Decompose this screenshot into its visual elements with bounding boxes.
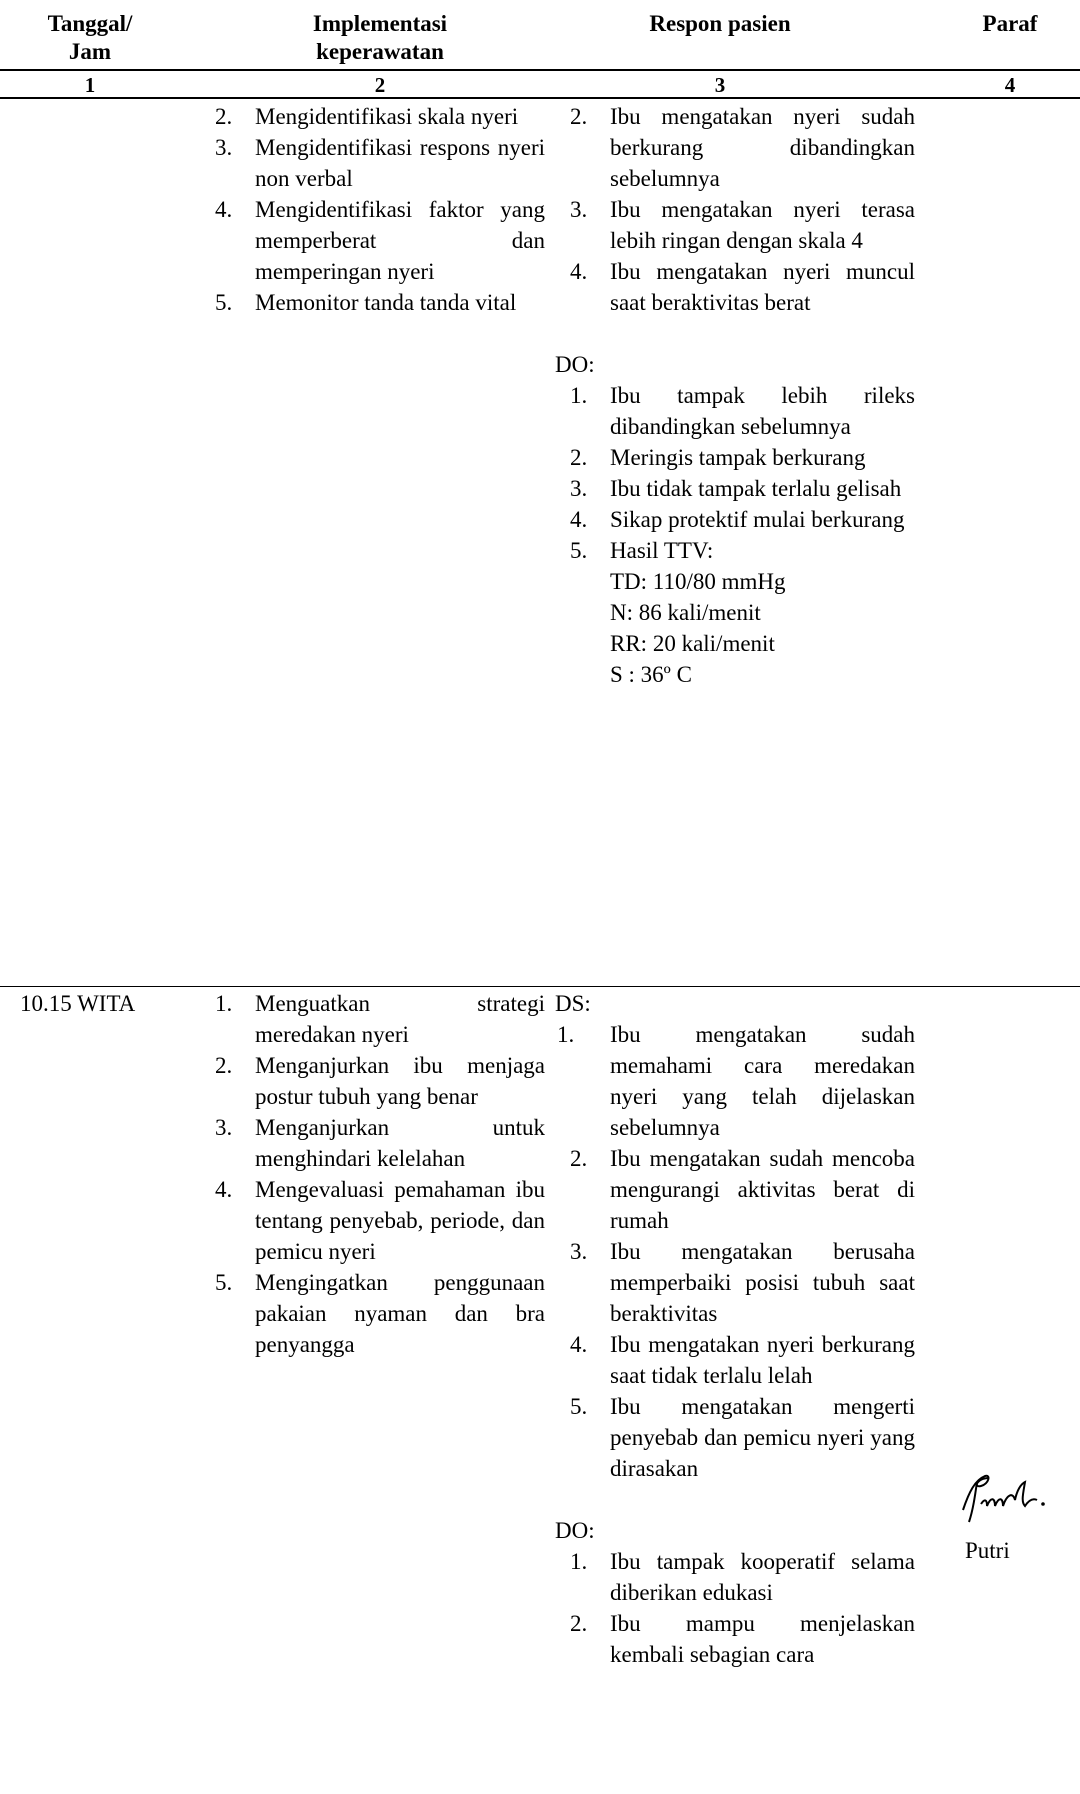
item-text: Mengingatkan penggunaan pakaian nyaman dan bra penyangga [255, 1270, 545, 1357]
column-number-3: 3 [714, 73, 726, 97]
list-item [570, 504, 915, 535]
row2-response-list [555, 988, 915, 1670]
item-text: Menguatkan strategi meredakan nyeri [255, 991, 545, 1047]
do-label: DO: [555, 352, 595, 377]
item-number: 3. [570, 476, 588, 501]
item-text: Mengidentifikasi faktor yang memperberat dan memperingan nyeri [255, 197, 545, 284]
list-item [570, 256, 915, 318]
item-text: Memonitor tanda tanda vital [255, 290, 517, 315]
item-text: Ibu mengatakan nyeri muncul saat beraktivitas berat [610, 259, 915, 315]
list-item [215, 132, 545, 194]
item-number: 2. [570, 1611, 588, 1636]
item-number: 2. [215, 104, 233, 129]
list-item [570, 473, 915, 504]
header-implementation-line2: keperawatan [316, 39, 444, 64]
item-number: 5. [215, 290, 233, 315]
list-item [215, 988, 545, 1050]
item-number: 1. [570, 1549, 588, 1574]
vital-n: N: 86 kali/menit [610, 600, 761, 625]
item-text: Ibu mengatakan nyeri berkurang saat tidak terlalu lelah [610, 1332, 915, 1388]
signature-name: Putri [965, 1538, 1010, 1563]
list-item [215, 1112, 545, 1174]
item-number: 2. [570, 445, 588, 470]
item-number: 4. [570, 507, 588, 532]
column-number-1: 1 [84, 73, 96, 97]
item-number: 2. [570, 104, 588, 129]
header-patient-response: Respon pasien [649, 11, 791, 36]
header-date-line: Tanggal/ [47, 11, 133, 36]
row1-implementation-list [215, 101, 545, 318]
vital-signs [570, 566, 915, 690]
signature-image [955, 1470, 1055, 1530]
vital-rr: RR: 20 kali/menit [610, 631, 775, 656]
column-number-4: 4 [1004, 73, 1016, 97]
row2-time: 10.15 WITA [20, 991, 136, 1016]
list-item [570, 1236, 915, 1329]
header-implementation [215, 10, 545, 66]
item-text: Ibu mengatakan mengerti penyebab dan pemicu nyeri yang dirasakan [610, 1394, 915, 1481]
list-item [215, 1174, 545, 1267]
do-label: DO: [555, 1518, 595, 1543]
list-item [215, 1050, 545, 1112]
item-text: Mengidentifikasi respons nyeri non verbal [255, 135, 545, 191]
list-item [570, 1391, 915, 1484]
item-number: 3. [215, 135, 233, 160]
item-text: Ibu mengatakan sudah memahami cara meredakan nyeri yang telah dijelaskan sebelumnya [610, 1022, 915, 1140]
list-item [215, 101, 545, 132]
item-number: 1. [570, 383, 588, 408]
item-text: Sikap protektif mulai berkurang [610, 507, 905, 532]
item-text: Ibu tidak tampak terlalu gelisah [610, 476, 902, 501]
item-number: 5. [570, 538, 588, 563]
item-text: Ibu mengatakan nyeri sudah berkurang dibandingkan sebelumnya [610, 104, 915, 191]
item-number: 4. [215, 1177, 233, 1202]
item-text: Mengevaluasi pemahaman ibu tentang penyebab, periode, dan pemicu nyeri [255, 1177, 545, 1264]
header-signature: Paraf [982, 11, 1038, 36]
header-time-line: Jam [68, 39, 112, 64]
item-text: Ibu mampu menjelaskan kembali sebagian cara [610, 1611, 915, 1667]
number-row-bottom-rule [0, 97, 1080, 99]
list-item [570, 1608, 915, 1670]
item-text: Menganjurkan ibu menjaga postur tubuh yang benar [255, 1053, 545, 1109]
row1-response-list [555, 101, 915, 690]
row2-implementation-list [215, 988, 545, 1360]
item-text: Hasil TTV: [610, 538, 714, 563]
column-number-2: 2 [374, 73, 386, 97]
item-text: Ibu mengatakan sudah mencoba mengurangi aktivitas berat di rumah [610, 1146, 915, 1233]
item-text: Ibu tampak kooperatif selama diberikan edukasi [610, 1549, 915, 1605]
item-text: Ibu mengatakan berusaha memperbaiki posisi tubuh saat beraktivitas [610, 1239, 915, 1326]
header-date-time [20, 10, 160, 66]
item-number: 3. [215, 1115, 233, 1140]
list-item [215, 287, 545, 318]
list-item [570, 1143, 915, 1236]
list-item [215, 1267, 545, 1360]
item-number: 3. [570, 197, 588, 222]
list-item [570, 1329, 915, 1391]
list-item [570, 194, 915, 256]
header-bottom-rule [0, 69, 1080, 71]
header-implementation-line1: Implementasi [312, 11, 448, 36]
vital-s: S : 36º C [610, 662, 692, 687]
item-number: 3. [570, 1239, 588, 1264]
list-item [557, 1019, 915, 1143]
list-item [215, 194, 545, 287]
list-item [570, 1546, 915, 1608]
item-number: 2. [215, 1053, 233, 1078]
item-number: 2. [570, 1146, 588, 1171]
item-text: Mengidentifikasi skala nyeri [255, 104, 519, 129]
item-number: 5. [570, 1394, 588, 1419]
item-text: Menganjurkan untuk menghindari kelelahan [255, 1115, 545, 1171]
item-number: 5. [215, 1270, 233, 1295]
item-number: 4. [215, 197, 233, 222]
row-separator [0, 986, 1080, 987]
item-number: 4. [570, 1332, 588, 1357]
item-number: 1. [557, 1022, 575, 1047]
item-number: 4. [570, 259, 588, 284]
list-item [570, 442, 915, 473]
item-text: Ibu tampak lebih rileks dibandingkan sebelumnya [610, 383, 915, 439]
ds-label: DS: [555, 991, 591, 1016]
vital-td: TD: 110/80 mmHg [610, 569, 786, 594]
item-text: Meringis tampak berkurang [610, 445, 866, 470]
list-item [570, 380, 915, 442]
list-item [570, 535, 915, 566]
item-text: Ibu mengatakan nyeri terasa lebih ringan dengan skala 4 [610, 197, 915, 253]
item-number: 1. [215, 991, 233, 1016]
list-item [570, 101, 915, 194]
